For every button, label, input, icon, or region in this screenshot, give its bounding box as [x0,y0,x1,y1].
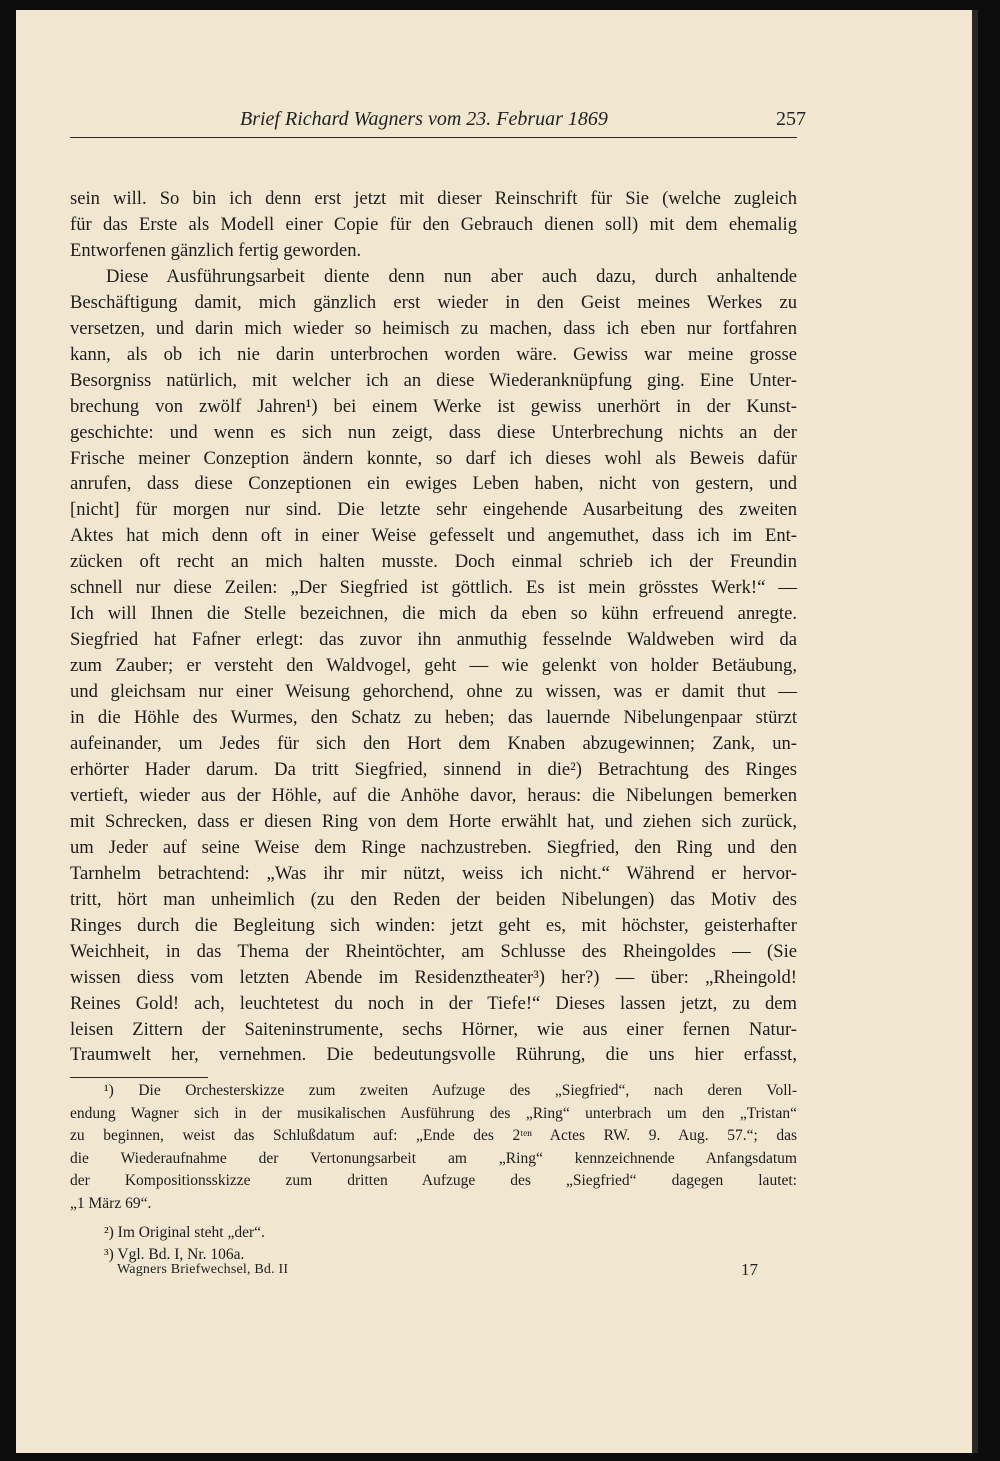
header-rule [70,137,797,138]
body-line: Tarnhelm betrachtend: „Was ihr mir nützt, weiss ich nicht.“ Während er hervor- [70,862,797,884]
body-line: schnell nur diese Zeilen: „Der Siegfried ist göttlich. Es ist mein grösstes Werk!“ — [70,577,797,599]
body-line: tritt, hört man unheimlich (zu den Reden der beiden Nibelungen) das Motiv des [70,888,797,910]
body-line: Frische meiner Conzeption ändern konnte, so darf ich dieses wohl als Beweis dafür [70,447,797,469]
running-title: Brief Richard Wagners vom 23. Februar 1869 [240,108,608,130]
body-line: Ich will Ihnen die Stelle bezeichnen, die mich da eben so kühn erfreuend anregte. [70,603,797,625]
body-line: Besorgniss natürlich, mit welcher ich an diese Wiederanknüpfung ging. Eine Unter- [70,369,797,391]
body-line: um Jeder auf seine Weise dem Ringe nachzustreben. Siegfried, den Ring und den [70,836,797,858]
body-line: Diese Ausführungsarbeit diente denn nun aber auch dazu, durch anhaltende [106,265,797,287]
body-text [70,186,797,1068]
body-line: wissen diess vom letzten Abende im Residenztheater³) her?) — über: „Rheingold! [70,966,797,988]
footnote-2: ²) Im Original steht „der“. [104,1223,265,1241]
body-line: Traumwelt her, vernehmen. Die bedeutungsvolle Rührung, die uns hier erfasst, [70,1044,797,1066]
footnote-1-line: die Wiederaufnahme der Vertonungsarbeit am „Ring“ kennzeichnende Anfangsdatum [70,1149,797,1167]
body-line: [nicht] für morgen nur sind. Die letzte sehr eingehende Ausarbeitung des zweiten [70,499,797,521]
body-line: anrufen, dass diese Conzeptionen ein ewiges Leben haben, nicht von gestern, und [70,473,797,495]
footnote-rule [70,1077,208,1078]
body-line: Aktes hat mich denn oft in einer Weise gefesselt und angemuthet, dass ich im Ent- [70,525,797,547]
footnote-1-line: endung Wagner sich in der musikalischen Ausführung des „Ring“ unterbrach um den „Tristan“ [70,1104,797,1122]
body-line: Siegfried hat Fafner erlegt: das zuvor ihn anmuthig fesselnde Waldweben wird da [70,629,797,651]
page-edge [972,10,978,1453]
body-line: versetzen, und darin mich wieder so heimisch zu machen, dass ich eben nur fortfahren [70,317,797,339]
body-line: und gleichsam nur einer Weisung gehorchend, ohne zu wissen, was er damit thut — [70,681,797,703]
body-line: in die Höhle des Wurmes, den Schatz zu heben; das lauernde Nibelungenpaar stürzt [70,707,797,729]
footnote-1-line: zu beginnen, weist das Schlußdatum auf: „Ende des 2ᵗᵉⁿ Actes RW. 9. Aug. 57.“; das [70,1127,797,1145]
body-line: brechung von zwölf Jahren¹) bei einem Werke ist gewiss unerhört in der Kunst- [70,395,797,417]
footnotes [70,1080,797,1267]
body-line: Reines Gold! ach, leuchtetest du noch in der Tiefe!“ Dieses lassen jetzt, zu dem [70,992,797,1014]
body-line: Beschäftigung damit, mich gänzlich erst wieder in den Geist meines Werkes zu [70,291,797,313]
body-line: leisen Zittern der Saiteninstrumente, sechs Hörner, wie aus einer fernen Natur- [70,1018,797,1040]
footnote-1-line: der Kompositionsskizze zum dritten Aufzuge des „Siegfried“ dagegen lautet: [70,1172,797,1190]
body-line: mit Schrecken, dass er diesen Ring von dem Horte erwählt hat, und ziehen sich zurück, [70,810,797,832]
printer-signature: Wagners Briefwechsel, Bd. II [117,1262,289,1277]
body-line: zücken oft recht an mich halten musste. Doch einmal schrieb ich der Freundin [70,551,797,573]
page-number: 257 [776,108,806,130]
body-line: Entworfenen gänzlich fertig geworden. [70,239,362,261]
body-line: vertieft, wieder aus der Höhle, auf die Anhöhe davor, heraus: die Nibelungen bemerken [70,784,797,806]
footnote-3: ³) Vgl. Bd. I, Nr. 106a. [104,1246,245,1264]
body-line: für das Erste als Modell einer Copie für den Gebrauch dienen soll) mit dem ehemalig [70,213,797,235]
body-line: aufeinander, um Jedes für sich den Hort dem Knaben abzugewinnen; Zank, un- [70,733,797,755]
body-line: erhörter Hader darum. Da tritt Siegfried, sinnend in die²) Betrachtung des Ringes [70,758,797,780]
body-line: zum Zauber; er versteht den Waldvogel, geht — wie gelenkt von holder Betäubung, [70,655,797,677]
sheet-number: 17 [741,1260,758,1279]
body-line: Ringes durch die Begleitung sich winden: jetzt geht es, mit höchster, geisterhafter [70,914,797,936]
footnote-1-line: „1 März 69“. [70,1194,152,1212]
body-line: sein will. So bin ich denn erst jetzt mit dieser Reinschrift für Sie (welche zugleich [70,188,797,209]
body-line: geschichte: und wenn es sich nun zeigt, dass diese Unterbrechung nichts an der [70,421,797,443]
body-line: Weichheit, in das Thema der Rheintöchter, am Schlusse des Rheingoldes — (Sie [70,940,797,962]
footnote-1-line: ¹) Die Orchesterskizze zum zweiten Aufzuge des „Siegfried“, nach deren Voll- [104,1082,797,1099]
body-line: kann, als ob ich nie darin unterbrochen worden wäre. Gewiss war meine grosse [70,343,797,365]
